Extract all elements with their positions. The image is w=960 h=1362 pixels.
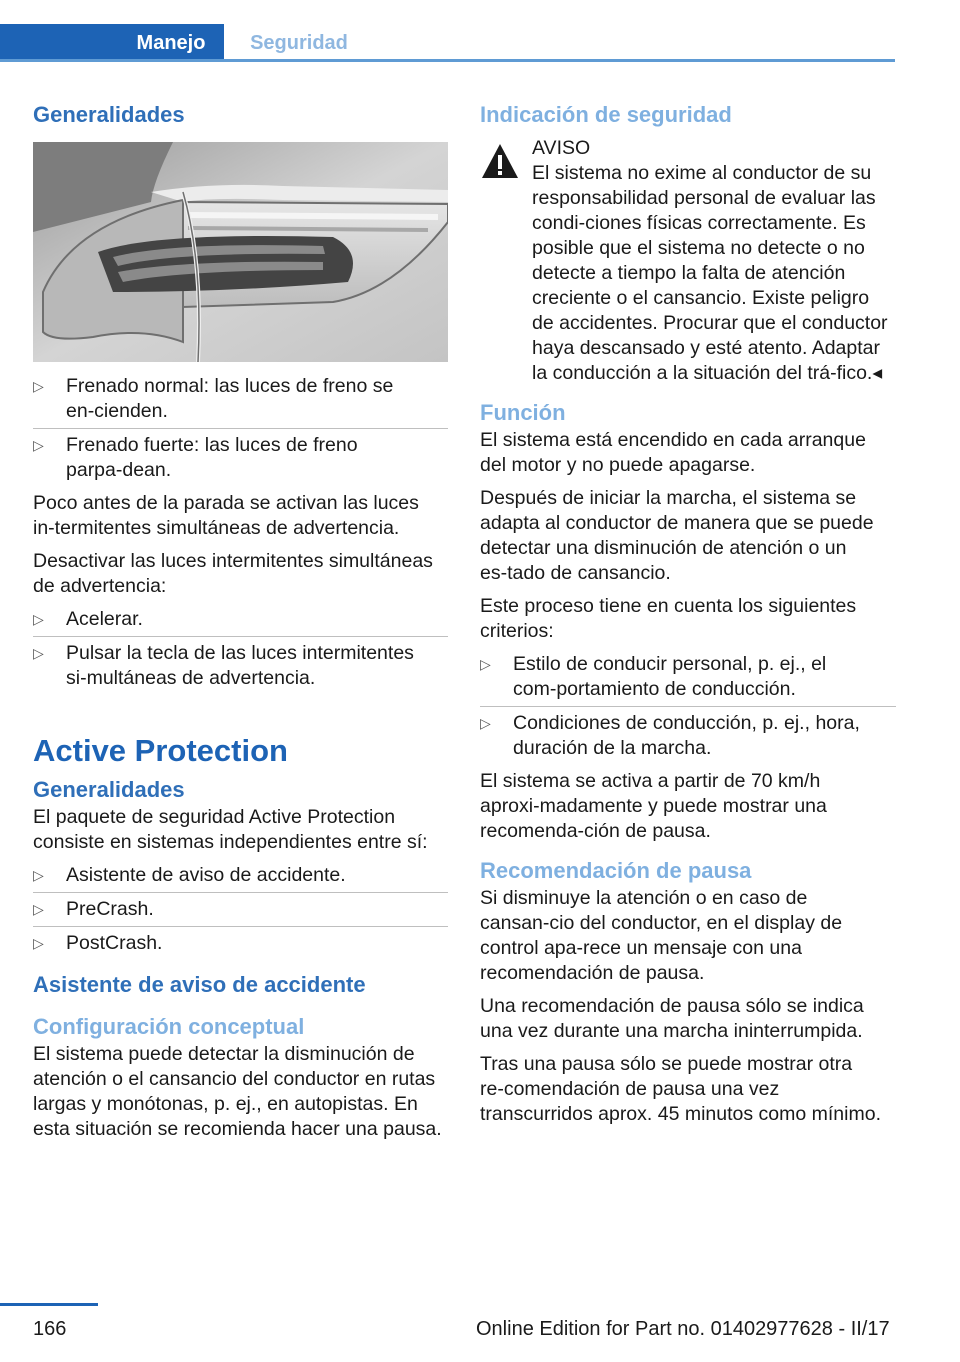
paragraph: Tras una pausa sólo se puede mostrar otra re‑comendación de pausa una vez transcurridos aprox. 45 minutos como mínimo.	[480, 1053, 881, 1125]
warning-block	[480, 136, 896, 386]
page-number: 166	[33, 1318, 67, 1340]
heading-asistente: Asistente de aviso de accidente	[33, 972, 366, 997]
list-item: ▷ Condiciones de conducción, p. ej., hora, duración de la marcha.	[480, 712, 860, 759]
left-column	[33, 100, 448, 1150]
tail-light-illustration	[33, 142, 448, 362]
right-column	[480, 100, 896, 1135]
warning-label: AVISO	[532, 137, 591, 159]
criteria-list	[480, 652, 896, 761]
heading-active-protection: Active Protection	[33, 733, 288, 768]
heading-configuracion: Configuración conceptual	[33, 1014, 305, 1039]
tab-manejo[interactable]: Manejo	[118, 24, 224, 62]
paragraph: Después de iniciar la marcha, el sistema se adapta al conductor de manera que se puede detectar una disminución de atención o un es‑tado de cansancio.	[480, 487, 874, 584]
paragraph: Si disminuye la atención o en caso de cansan‑cio del conductor, en el display de control apa‑rece un mensaje con una recomendación de pausa.	[480, 887, 843, 984]
triangle-right-icon: ▷	[33, 645, 44, 661]
triangle-right-icon: ▷	[33, 378, 44, 394]
systems-list	[33, 863, 448, 956]
paragraph: Poco antes de la parada se activan las luces in‑termitentes simultáneas de advertencia.	[33, 492, 419, 539]
header-tabbar	[0, 24, 895, 62]
header-rule	[0, 59, 895, 62]
triangle-right-icon: ▷	[33, 901, 44, 917]
braking-list	[33, 374, 448, 483]
triangle-right-icon: ▷	[480, 715, 491, 731]
footer-rule	[0, 1303, 98, 1306]
deactivate-list	[33, 607, 448, 691]
paragraph: Una recomendación de pausa sólo se indica una vez durante una marcha ininterrumpida.	[480, 995, 864, 1042]
paragraph: El paquete de seguridad Active Protection consiste en sistemas independientes entre sí:	[33, 806, 428, 853]
triangle-right-icon: ▷	[480, 656, 491, 672]
list-item: ▷ Pulsar la tecla de las luces intermitentes si‑multáneas de advertencia.	[33, 642, 414, 689]
warning-text: El sistema no exime al conductor de su responsabilidad personal de evaluar las condi‑ciones físicas correctamente. Es posible que el sistema no detecte o no detecte a tiempo la falta de atención creciente o el cansancio. Existe peligro de accidentes. Procurar que el conductor haya descansado y esté atento. Adaptar la conducción a la situación del trá‑fico.◂	[532, 162, 888, 384]
list-item: ▷ Asistente de aviso de accidente.	[33, 863, 448, 888]
tab-seguridad[interactable]: Seguridad	[250, 32, 348, 54]
paragraph: El sistema se activa a partir de 70 km/h aproxi‑madamente y puede mostrar una recomenda‑ción de pausa.	[480, 770, 827, 842]
heading-funcion: Función	[480, 400, 566, 425]
paragraph: El sistema está encendido en cada arranque del motor y no puede apagarse.	[480, 429, 866, 476]
triangle-right-icon: ▷	[33, 867, 44, 883]
tail-light-drawing	[33, 142, 448, 362]
heading-generalidades: Generalidades	[33, 102, 185, 127]
list-item: ▷ Acelerar.	[33, 607, 448, 632]
paragraph: Desactivar las luces intermitentes simultáneas de advertencia:	[33, 550, 433, 597]
list-item: ▷ Frenado fuerte: las luces de freno parpa‑dean.	[33, 434, 358, 481]
heading-generalidades-2: Generalidades	[33, 777, 185, 802]
list-item: ▷ PreCrash.	[33, 897, 448, 922]
paragraph: El sistema puede detectar la disminución de atención o el cansancio del conductor en rutas largas y monótonas, p. ej., en autopistas. En esta situación se recomienda hacer una pausa.	[33, 1043, 442, 1140]
header-stub	[0, 24, 118, 62]
triangle-right-icon: ▷	[33, 935, 44, 951]
warning-triangle-icon	[480, 142, 520, 182]
heading-recomendacion: Recomendación de pausa	[480, 858, 752, 883]
paragraph: Este proceso tiene en cuenta los siguientes criterios:	[480, 595, 857, 642]
heading-indicacion: Indicación de seguridad	[480, 102, 732, 127]
list-item: ▷ Estilo de conducir personal, p. ej., el com‑portamiento de conducción.	[480, 652, 896, 702]
triangle-right-icon: ▷	[33, 611, 44, 627]
list-item: ▷ Frenado normal: las luces de freno se en‑cienden.	[33, 374, 448, 424]
list-item: ▷ PostCrash.	[33, 932, 163, 954]
edition-line: Online Edition for Part no. 01402977628 - II/17	[476, 1318, 890, 1340]
triangle-right-icon: ▷	[33, 437, 44, 453]
